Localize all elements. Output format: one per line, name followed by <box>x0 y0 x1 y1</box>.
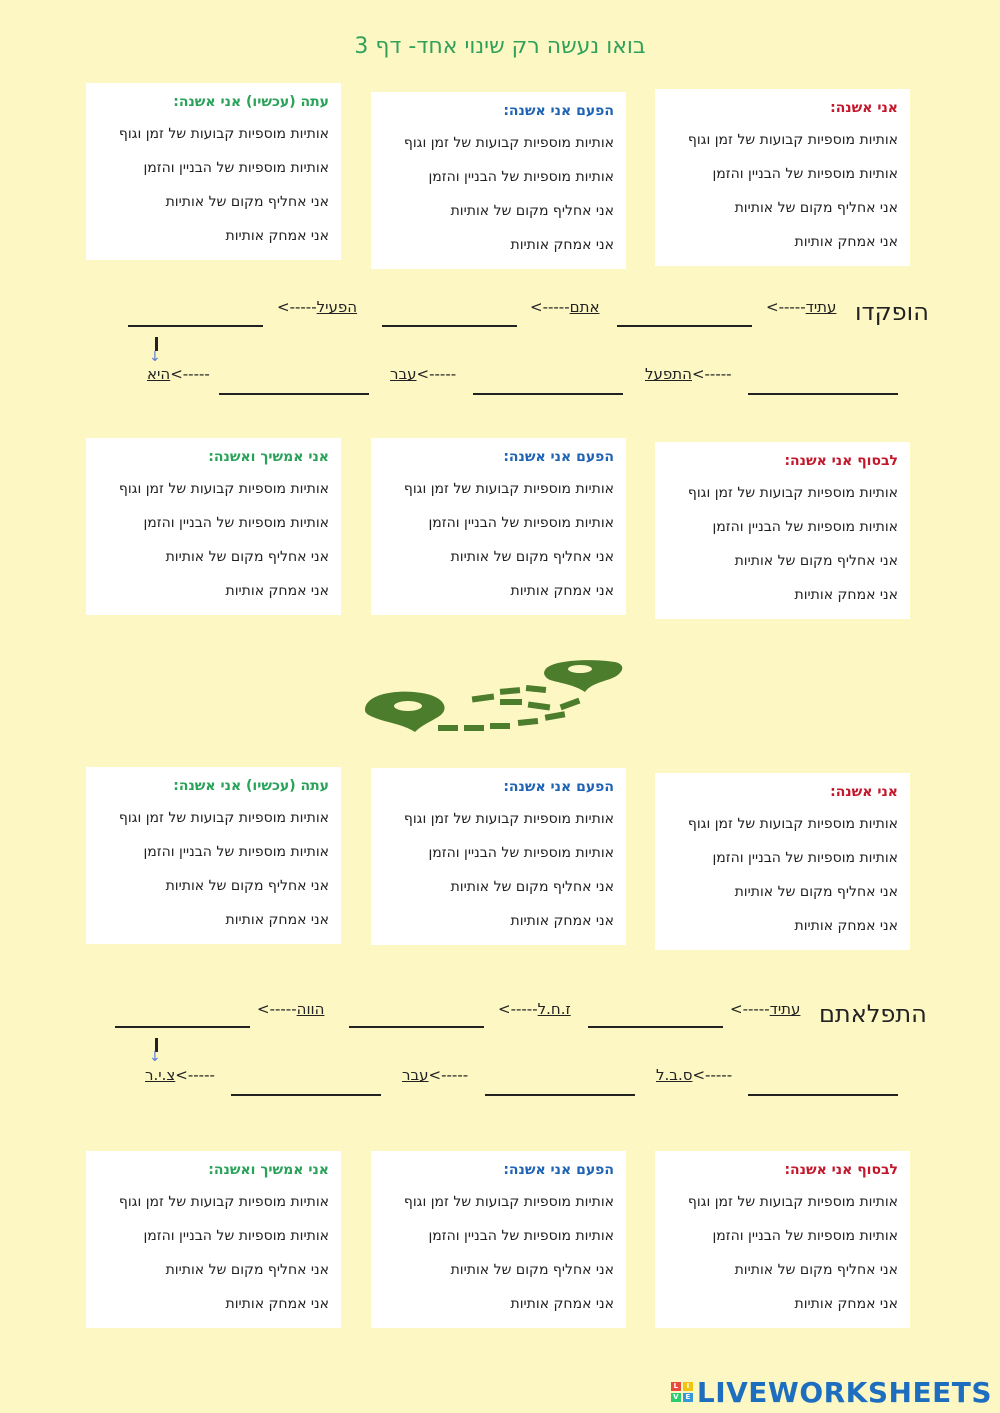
step-hint: עתיד <box>805 298 837 316</box>
step-arrow: <----- <box>766 298 806 316</box>
box-heading: לבסוף אני אשנה: <box>784 1162 898 1178</box>
option-add-binyan-time[interactable]: אותיות מוספיות של הבניין והזמן <box>143 844 329 860</box>
step-hint: הפעיל <box>316 298 358 316</box>
box-heading: אני אמשיך ואשנה: <box>208 449 329 465</box>
step-label-row2-b <box>402 1066 468 1084</box>
option-swap-letters[interactable]: אני אחליף מקום של אותיות <box>450 879 614 895</box>
step-hint: אתם <box>569 298 600 316</box>
source-word: הופקדו <box>855 298 929 326</box>
option-delete-letters[interactable]: אני אמחק אותיות <box>225 583 329 599</box>
option-delete-letters[interactable]: אני אמחק אותיות <box>510 583 614 599</box>
step-arrow: <----- <box>730 1000 770 1018</box>
option-delete-letters[interactable]: אני אמחק אותיות <box>225 912 329 928</box>
box-heading: הפעם אני אשנה: <box>503 449 614 465</box>
option-box-now-3 <box>371 768 626 945</box>
option-box-continue-2 <box>86 1151 341 1328</box>
option-add-binyan-time[interactable]: אותיות מוספיות של הבניין והזמן <box>143 1228 329 1244</box>
logo-text: LIVEWORKSHEETS <box>696 1375 992 1409</box>
arrow-down-icon: ↓ <box>149 1049 161 1065</box>
option-add-time-person[interactable]: אותיות מוספיות קבועות של זמן וגוף <box>687 816 898 832</box>
liveworksheets-logo[interactable] <box>671 1377 992 1407</box>
step-label-row2-c <box>147 365 210 383</box>
answer-blank-s1-r1-3[interactable] <box>128 325 263 327</box>
step-arrow: <----- <box>170 365 210 383</box>
option-add-time-person[interactable]: אותיות מוספיות קבועות של זמן וגוף <box>403 811 614 827</box>
answer-blank-s2-r1-1[interactable] <box>588 1026 723 1028</box>
box-heading: עתה (עכשיו) אני אשנה: <box>173 778 329 794</box>
box-heading: לבסוף אני אשנה: <box>784 453 898 469</box>
step-hint: הווה <box>296 1000 325 1018</box>
option-add-binyan-time[interactable]: אותיות מוספיות של הבניין והזמן <box>428 845 614 861</box>
answer-blank-s1-r2-2[interactable] <box>473 393 623 395</box>
option-swap-letters[interactable]: אני אחליף מקום של אותיות <box>450 203 614 219</box>
step-label-row1-c <box>277 298 357 316</box>
option-add-time-person[interactable]: אותיות מוספיות קבועות של זמן וגוף <box>118 1194 329 1210</box>
option-delete-letters[interactable]: אני אמחק אותיות <box>510 237 614 253</box>
option-swap-letters[interactable]: אני אחליף מקום של אותיות <box>734 200 898 216</box>
box-heading: עתה (עכשיו) אני אשנה: <box>173 94 329 110</box>
step-label-row2-b <box>390 365 456 383</box>
logo-squares-icon: L I V E <box>671 1382 693 1402</box>
step-label-row1-a <box>730 1000 800 1018</box>
step-arrow: <----- <box>257 1000 297 1018</box>
step-label-row1-b <box>498 1000 571 1018</box>
option-add-time-person[interactable]: אותיות מוספיות קבועות של זמן וגוף <box>118 126 329 142</box>
option-add-binyan-time[interactable]: אותיות מוספיות של הבניין והזמן <box>712 850 898 866</box>
option-box-first-2 <box>655 773 910 950</box>
option-swap-letters[interactable]: אני אחליף מקום של אותיות <box>165 1262 329 1278</box>
option-swap-letters[interactable]: אני אחליף מקום של אותיות <box>450 1262 614 1278</box>
option-add-binyan-time[interactable]: אותיות מוספיות של הבניין והזמן <box>712 519 898 535</box>
answer-blank-s1-r2-1[interactable] <box>748 393 898 395</box>
option-box-first-1 <box>655 89 910 266</box>
box-heading: אני אשנה: <box>830 784 898 800</box>
option-add-binyan-time[interactable]: אותיות מוספיות של הבניין והזמן <box>712 166 898 182</box>
option-add-time-person[interactable]: אותיות מוספיות קבועות של זמן וגוף <box>687 132 898 148</box>
box-heading: אני אמשיך ואשנה: <box>208 1162 329 1178</box>
step-label-row2-a <box>645 365 732 383</box>
option-delete-letters[interactable]: אני אמחק אותיות <box>225 1296 329 1312</box>
option-swap-letters[interactable]: אני אחליף מקום של אותיות <box>165 549 329 565</box>
option-add-binyan-time[interactable]: אותיות מוספיות של הבניין והזמן <box>428 515 614 531</box>
box-heading: הפעם אני אשנה: <box>503 779 614 795</box>
option-box-continue-1 <box>86 438 341 615</box>
option-add-time-person[interactable]: אותיות מוספיות קבועות של זמן וגוף <box>687 1194 898 1210</box>
option-box-then-2 <box>86 767 341 944</box>
option-swap-letters[interactable]: אני אחליף מקום של אותיות <box>165 878 329 894</box>
answer-blank-s1-r1-1[interactable] <box>617 325 752 327</box>
step-arrow: <----- <box>498 1000 538 1018</box>
step-hint: התפעל <box>645 365 692 383</box>
answer-blank-s2-r2-1[interactable] <box>748 1094 898 1096</box>
answer-blank-s2-r2-2[interactable] <box>485 1094 635 1096</box>
box-heading: אני אשנה: <box>830 100 898 116</box>
option-add-binyan-time[interactable]: אותיות מוספיות של הבניין והזמן <box>143 515 329 531</box>
step-label-row2-c <box>145 1066 215 1084</box>
option-delete-letters[interactable]: אני אמחק אותיות <box>794 234 898 250</box>
option-swap-letters[interactable]: אני אחליף מקום של אותיות <box>450 549 614 565</box>
step-hint: עתיד <box>769 1000 801 1018</box>
step-label-row1-a <box>766 298 836 316</box>
map-route-icon <box>360 655 630 737</box>
option-delete-letters[interactable]: אני אמחק אותיות <box>510 1296 614 1312</box>
step-arrow: <----- <box>691 365 732 383</box>
step-hint: עבר <box>390 365 417 383</box>
step-arrow: <----- <box>692 1066 733 1084</box>
option-delete-letters[interactable]: אני אמחק אותיות <box>225 228 329 244</box>
option-delete-letters[interactable]: אני אמחק אותיות <box>510 913 614 929</box>
step-hint: היא <box>147 365 171 383</box>
step-arrow: <----- <box>175 1066 215 1084</box>
option-box-now-2 <box>371 438 626 615</box>
option-box-now-4 <box>371 1151 626 1328</box>
box-heading: הפעם אני אשנה: <box>503 103 614 119</box>
option-delete-letters[interactable]: אני אמחק אותיות <box>794 587 898 603</box>
option-swap-letters[interactable]: אני אחליף מקום של אותיות <box>734 884 898 900</box>
option-delete-letters[interactable]: אני אמחק אותיות <box>794 918 898 934</box>
step-hint: ס.ב.ל <box>656 1066 693 1084</box>
option-box-now-1 <box>371 92 626 269</box>
option-add-binyan-time[interactable]: אותיות מוספיות של הבניין והזמן <box>712 1228 898 1244</box>
step-arrow: <----- <box>416 365 457 383</box>
step-hint: צ.י.ר <box>145 1066 176 1084</box>
page-title: בואו נעשה רק שינוי אחד- דף 3 <box>354 34 646 59</box>
step-label-row2-a <box>656 1066 732 1084</box>
answer-blank-s1-r1-2[interactable] <box>382 325 517 327</box>
box-heading: הפעם אני אשנה: <box>503 1162 614 1178</box>
option-box-last-2 <box>655 1151 910 1328</box>
option-swap-letters[interactable]: אני אחליף מקום של אותיות <box>734 553 898 569</box>
option-add-binyan-time[interactable]: אותיות מוספיות של הבניין והזמן <box>428 169 614 185</box>
option-add-binyan-time[interactable]: אותיות מוספיות של הבניין והזמן <box>428 1228 614 1244</box>
step-arrow: <----- <box>277 298 317 316</box>
option-add-binyan-time[interactable]: אותיות מוספיות של הבניין והזמן <box>143 160 329 176</box>
option-add-time-person[interactable]: אותיות מוספיות קבועות של זמן וגוף <box>403 135 614 151</box>
option-add-time-person[interactable]: אותיות מוספיות קבועות של זמן וגוף <box>118 810 329 826</box>
option-add-time-person[interactable]: אותיות מוספיות קבועות של זמן וגוף <box>403 1194 614 1210</box>
option-swap-letters[interactable]: אני אחליף מקום של אותיות <box>165 194 329 210</box>
step-arrow: <----- <box>530 298 570 316</box>
step-label-row1-c <box>257 1000 324 1018</box>
option-box-last-1 <box>655 442 910 619</box>
step-arrow: <----- <box>428 1066 469 1084</box>
step-label-row1-b <box>530 298 599 316</box>
option-add-time-person[interactable]: אותיות מוספיות קבועות של זמן וגוף <box>403 481 614 497</box>
option-add-time-person[interactable]: אותיות מוספיות קבועות של זמן וגוף <box>687 485 898 501</box>
step-hint: ז.ח.ל <box>537 1000 571 1018</box>
option-swap-letters[interactable]: אני אחליף מקום של אותיות <box>734 1262 898 1278</box>
answer-blank-s1-r2-3[interactable] <box>219 393 369 395</box>
answer-blank-s2-r2-3[interactable] <box>231 1094 381 1096</box>
option-delete-letters[interactable]: אני אמחק אותיות <box>794 1296 898 1312</box>
option-box-then-1 <box>86 83 341 260</box>
answer-blank-s2-r1-3[interactable] <box>115 1026 250 1028</box>
arrow-down-icon: ↓ <box>149 349 161 365</box>
source-word: התפלאתם <box>819 1000 927 1028</box>
step-hint: עבר <box>402 1066 429 1084</box>
option-add-time-person[interactable]: אותיות מוספיות קבועות של זמן וגוף <box>118 481 329 497</box>
answer-blank-s2-r1-2[interactable] <box>349 1026 484 1028</box>
